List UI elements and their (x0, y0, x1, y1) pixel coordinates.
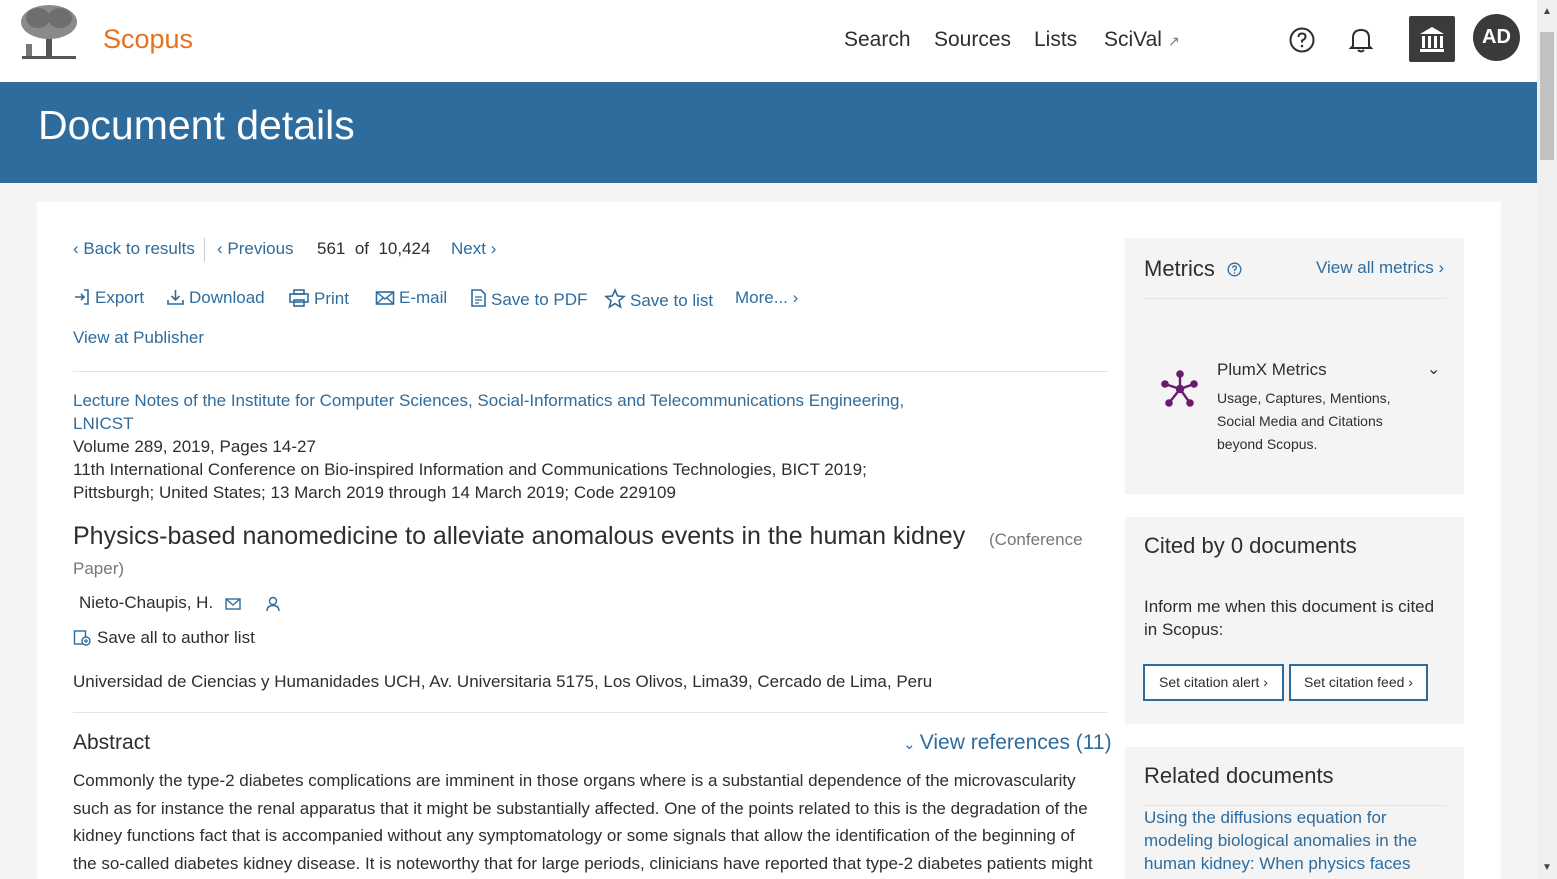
nav-scival-label: SciVal (1104, 28, 1162, 51)
chevron-right-icon: › (1433, 258, 1445, 277)
nav-scival[interactable] (1104, 28, 1180, 52)
document-type: (Conference (989, 530, 1083, 549)
metrics-heading: Metrics (1144, 256, 1215, 281)
save-authors-label: Save all to author list (97, 628, 255, 647)
download-label: Download (189, 288, 265, 307)
author-profile-icon[interactable] (265, 596, 281, 612)
cited-by-heading: Cited by 0 documents (1144, 533, 1357, 558)
save-authors-link[interactable] (73, 628, 255, 648)
avatar[interactable]: AD (1473, 14, 1520, 61)
save-pdf-button[interactable] (469, 288, 587, 310)
page-banner (0, 82, 1537, 183)
inform-line1: Inform me when this document is cited (1144, 597, 1435, 616)
scrollbar[interactable] (1537, 0, 1557, 879)
total-number: 10,424 (378, 239, 431, 258)
view-at-publisher-link[interactable]: View at Publisher (73, 328, 205, 347)
related-document-link[interactable] (1144, 806, 1417, 875)
external-link-icon: ↗ (1167, 33, 1180, 49)
save-list-label: Save to list (630, 291, 714, 310)
save-to-list-button[interactable] (604, 288, 713, 311)
email-button[interactable] (375, 288, 447, 308)
plumx-icon (1161, 370, 1199, 408)
citation-alert-label: Set citation alert (1159, 674, 1260, 690)
conference-line2: Pittsburgh; United States; 13 March 2019 through 14 March 2019; Code 229109 (73, 483, 676, 502)
scroll-down-icon[interactable]: ▼ (1542, 862, 1552, 873)
related-heading: Related documents (1144, 763, 1334, 788)
info-icon[interactable] (1227, 262, 1242, 277)
scroll-thumb[interactable] (1540, 32, 1554, 160)
divider (204, 238, 205, 262)
export-button[interactable] (73, 288, 144, 308)
scroll-up-icon[interactable]: ▲ (1542, 6, 1552, 17)
plumx-description (1217, 387, 1391, 456)
source-title-line1: Lecture Notes of the Institute for Computer Sciences, Social-Informatics and Telecommunications Engineering, (73, 391, 905, 410)
of-label: of (354, 239, 370, 258)
cited-by-panel (1125, 517, 1464, 724)
scopus-logo[interactable]: Scopus (103, 24, 194, 54)
set-citation-feed-button[interactable] (1289, 664, 1428, 701)
view-all-metrics-label: View all metrics (1316, 258, 1434, 277)
view-all-metrics-link[interactable] (1316, 258, 1444, 278)
email-icon (375, 290, 395, 306)
volume-info: Volume 289, 2019, Pages 14-27 (73, 437, 316, 456)
pdf-icon (469, 288, 487, 308)
view-references-label: View references (11) (919, 731, 1112, 754)
author-name[interactable]: Nieto-Chaupis, H. (79, 593, 214, 612)
divider (73, 371, 1107, 372)
document-card (37, 202, 1501, 879)
print-icon (288, 288, 310, 307)
conference-line1: 11th International Conference on Bio-inspired Information and Communications Technologies, BICT 2019; (73, 460, 867, 479)
export-label: Export (95, 288, 145, 307)
position-number: 561 (317, 239, 346, 258)
citation-alert-text (1144, 595, 1434, 641)
abstract-text: Commonly the type-2 diabetes complications are imminent in those organs where is a substantial dependence of the microvascularity such as for instance the renal apparatus that it might be substantially affected. One of the points related to this is the degradation of the kidney functions fact that is accompanied without any symptomatology or some signals that allow the identification of the beginning of the so-called diabetes kidney disease. It is noteworthy that for large periods, clinicians have reported that type-2 diabetes patients might (73, 771, 1093, 873)
nav-search[interactable]: Search (844, 28, 911, 51)
institution-icon (1409, 16, 1455, 62)
export-icon (73, 288, 91, 306)
plumx-title[interactable]: PlumX Metrics (1217, 360, 1327, 379)
chevron-down-icon[interactable]: ⌄ (1427, 361, 1441, 378)
chevron-right-icon: › (485, 239, 497, 258)
email-label: E-mail (399, 288, 448, 307)
citation-feed-label: Set citation feed (1304, 674, 1405, 690)
divider (73, 712, 1107, 713)
back-to-results-link[interactable] (73, 239, 195, 259)
more-button[interactable] (735, 288, 798, 308)
conference-info (73, 458, 867, 504)
help-icon[interactable] (1289, 27, 1315, 53)
metrics-panel (1125, 238, 1464, 494)
inform-line2: in Scopus: (1144, 620, 1224, 639)
related-documents-panel (1125, 747, 1464, 879)
plumx-desc-line3: beyond Scopus. (1217, 436, 1318, 452)
more-label: More... (735, 288, 788, 307)
abstract-heading: Abstract (73, 731, 151, 754)
previous-link[interactable] (217, 239, 294, 259)
download-icon (166, 288, 185, 306)
source-title-link[interactable] (73, 389, 904, 435)
nav-lists[interactable]: Lists (1034, 28, 1078, 51)
divider (1144, 298, 1446, 299)
plumx-desc-line1: Usage, Captures, Mentions, (1217, 390, 1391, 406)
source-title-line2: LNICST (73, 414, 134, 433)
save-pdf-label: Save to PDF (491, 290, 588, 309)
star-icon (604, 288, 626, 309)
plumx-desc-line2: Social Media and Citations (1217, 413, 1383, 429)
download-button[interactable] (166, 288, 265, 308)
chevron-right-icon: › (787, 288, 799, 307)
related-line1: Using the diffusions equation for (1144, 808, 1387, 827)
page-title: Document details (38, 102, 355, 148)
next-label: Next (451, 239, 486, 258)
print-button[interactable] (288, 288, 349, 309)
top-bar (0, 0, 1537, 82)
related-line2: modeling biological anomalies in the (1144, 831, 1418, 850)
author-email-icon[interactable] (225, 598, 241, 610)
related-line3: human kidney: When physics faces (1144, 854, 1411, 873)
previous-label: Previous (227, 239, 294, 258)
institution-button[interactable] (1409, 16, 1455, 62)
set-citation-alert-button[interactable] (1143, 664, 1284, 701)
chevron-right-icon: › (1259, 674, 1268, 690)
chevron-left-icon: ‹ (217, 239, 228, 258)
elsevier-logo-icon[interactable] (16, 4, 82, 62)
document-type-cont: Paper) (73, 559, 125, 578)
next-link[interactable] (451, 239, 496, 259)
nav-sources[interactable]: Sources (934, 28, 1012, 51)
document-title: Physics-based nanomedicine to alleviate anomalous events in the human kidney (73, 522, 966, 550)
add-to-list-icon (73, 628, 91, 646)
bell-icon[interactable] (1348, 26, 1374, 54)
result-position (317, 239, 430, 259)
affiliation: Universidad de Ciencias y Humanidades UCH, Av. Universitaria 5175, Los Olivos, Lima39, Cercado de Lima, Peru (73, 672, 933, 691)
chevron-left-icon: ‹ (73, 239, 84, 258)
view-references-link[interactable] (903, 731, 1112, 755)
chevron-right-icon: › (1404, 674, 1413, 690)
chevron-down-icon: ⌄ (903, 736, 920, 753)
print-label: Print (314, 289, 349, 308)
back-label: Back to results (83, 239, 195, 258)
